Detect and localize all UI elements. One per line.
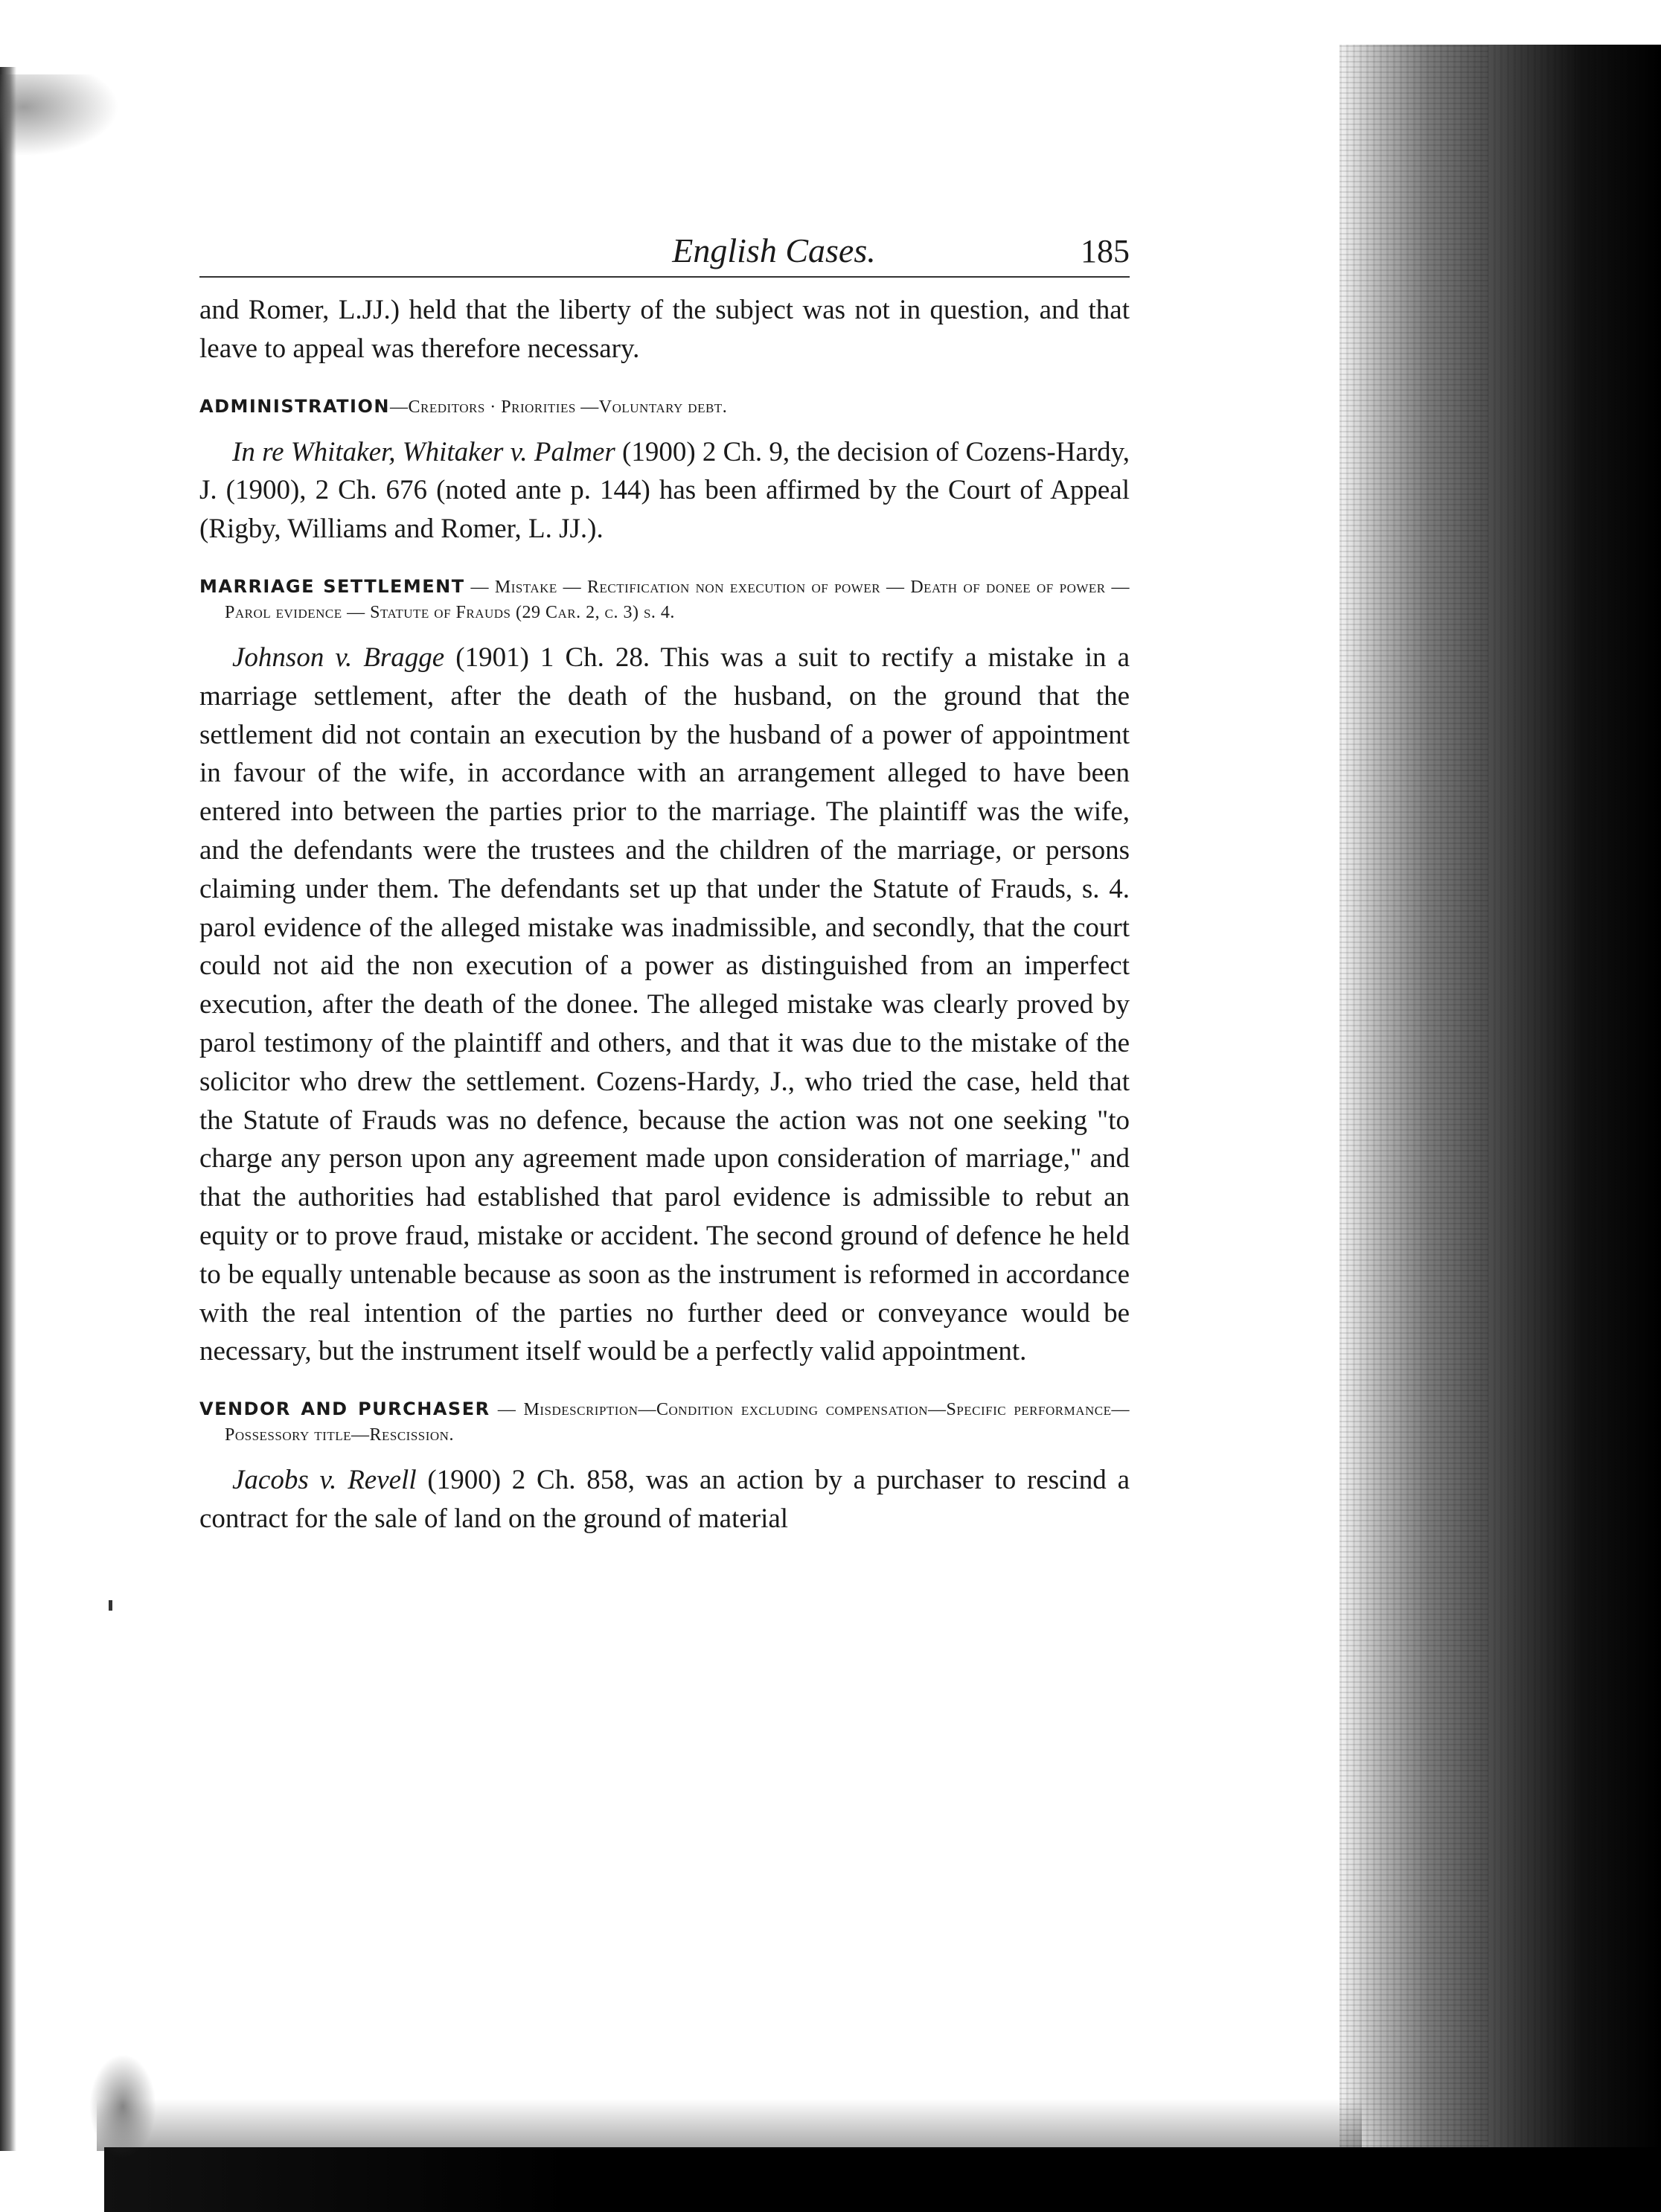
paragraph-whitaker	[199, 433, 1130, 549]
heading-lead: ADMINISTRATION	[199, 395, 390, 417]
running-title: English Cases.	[672, 231, 876, 269]
paragraph-text: (1900) 2 Ch. 9, the decision of Cozens-Hardy, J. (1900), 2 Ch. 676 (noted ante p. 144) has been affirmed by the Court of Appeal (Rigby, Williams and Romer, L. JJ.).	[199, 436, 1130, 545]
heading-lead: VENDOR AND PURCHASER	[199, 1399, 490, 1420]
book-page	[199, 231, 1130, 1538]
case-name: In re Whitaker, Whitaker v. Palmer	[232, 436, 615, 467]
scan-bottom-edge	[104, 2147, 1661, 2212]
heading-subjects: —Creditors · Priorities —Voluntary debt.	[389, 397, 728, 417]
running-header	[199, 231, 1130, 278]
section-heading-administration	[199, 394, 1130, 420]
scan-left-edge-shadow	[0, 67, 16, 2151]
scan-noise-top-left	[0, 74, 119, 156]
page-number: 185	[1081, 233, 1130, 269]
heading-subjects: — Misdescription—Condition excluding compensation—Specific performance—Possessory title—Rescission.	[225, 1400, 1130, 1445]
book-spine-texture	[1340, 45, 1488, 2188]
case-name: Johnson v. Bragge	[232, 642, 445, 673]
section-heading-vendor-and-purchaser	[199, 1396, 1130, 1448]
paragraph-continued: and Romer, L.JJ.) held that the liberty of the subject was not in question, and that leave to appeal was therefore necessary.	[199, 295, 1130, 364]
paragraph-text: (1901) 1 Ch. 28. This was a suit to rectify a mistake in a marriage settlement, after the death of the husband, on the ground that the settlement did not contain an execution by the husband of a power of appointment in favour of the wife, in accordance with an arrangement alleged to have been entered into between the parties prior to the marriage. The plaintiff was the wife, and the defendants were the trustees and the children of the marriage, or persons claiming under them. The defendants set up that under the Statute of Frauds, s. 4. parol evidence of the alleged mistake was inadmissible, and secondly, that the court could not aid the non execution of a power as distinguished from an imperfect execution, after the death of the donee. The alleged mistake was clearly proved by parol testimony of the plaintiff and others, and that it was due to the mistake of the solicitor who drew the settlement. Cozens-Hardy, J., who tried the case, held that the Statute of Frauds was no defence, because the action was not one seeking "to charge any person upon any agreement made upon consideration of marriage," and that the authorities had established that parol evidence is admissible to rebut an equity or to prove fraud, mistake or accident. The second ground of defence he held to be equally untenable because as soon as the instrument is reformed in accordance with the real intention of the parties no further deed or conveyance would be necessary, but the instrument itself would be a perfectly valid appointment.	[199, 642, 1130, 1367]
paragraph-johnson-v-bragge	[199, 639, 1130, 1371]
scan-noise-bottom-left	[89, 2054, 156, 2158]
scan-bottom-fade	[97, 2099, 1362, 2151]
scan-top-margin	[0, 0, 1661, 30]
margin-mark	[109, 1600, 112, 1611]
paragraph-text: (1900) 2 Ch. 858, was an action by a purchaser to rescind a contract for the sale of land on the ground of material	[199, 1465, 1130, 1534]
heading-subjects: — Mistake — Rectification non execution of power — Death of donee of power — Parol evidence — Statute of Frauds (29 Car. 2, c. 3) s. 4.	[225, 577, 1130, 622]
heading-lead: MARRIAGE SETTLEMENT	[199, 575, 465, 597]
paragraph-jacobs-v-revell	[199, 1461, 1130, 1538]
case-name: Jacobs v. Revell	[232, 1465, 417, 1496]
section-heading-marriage-settlement	[199, 574, 1130, 625]
